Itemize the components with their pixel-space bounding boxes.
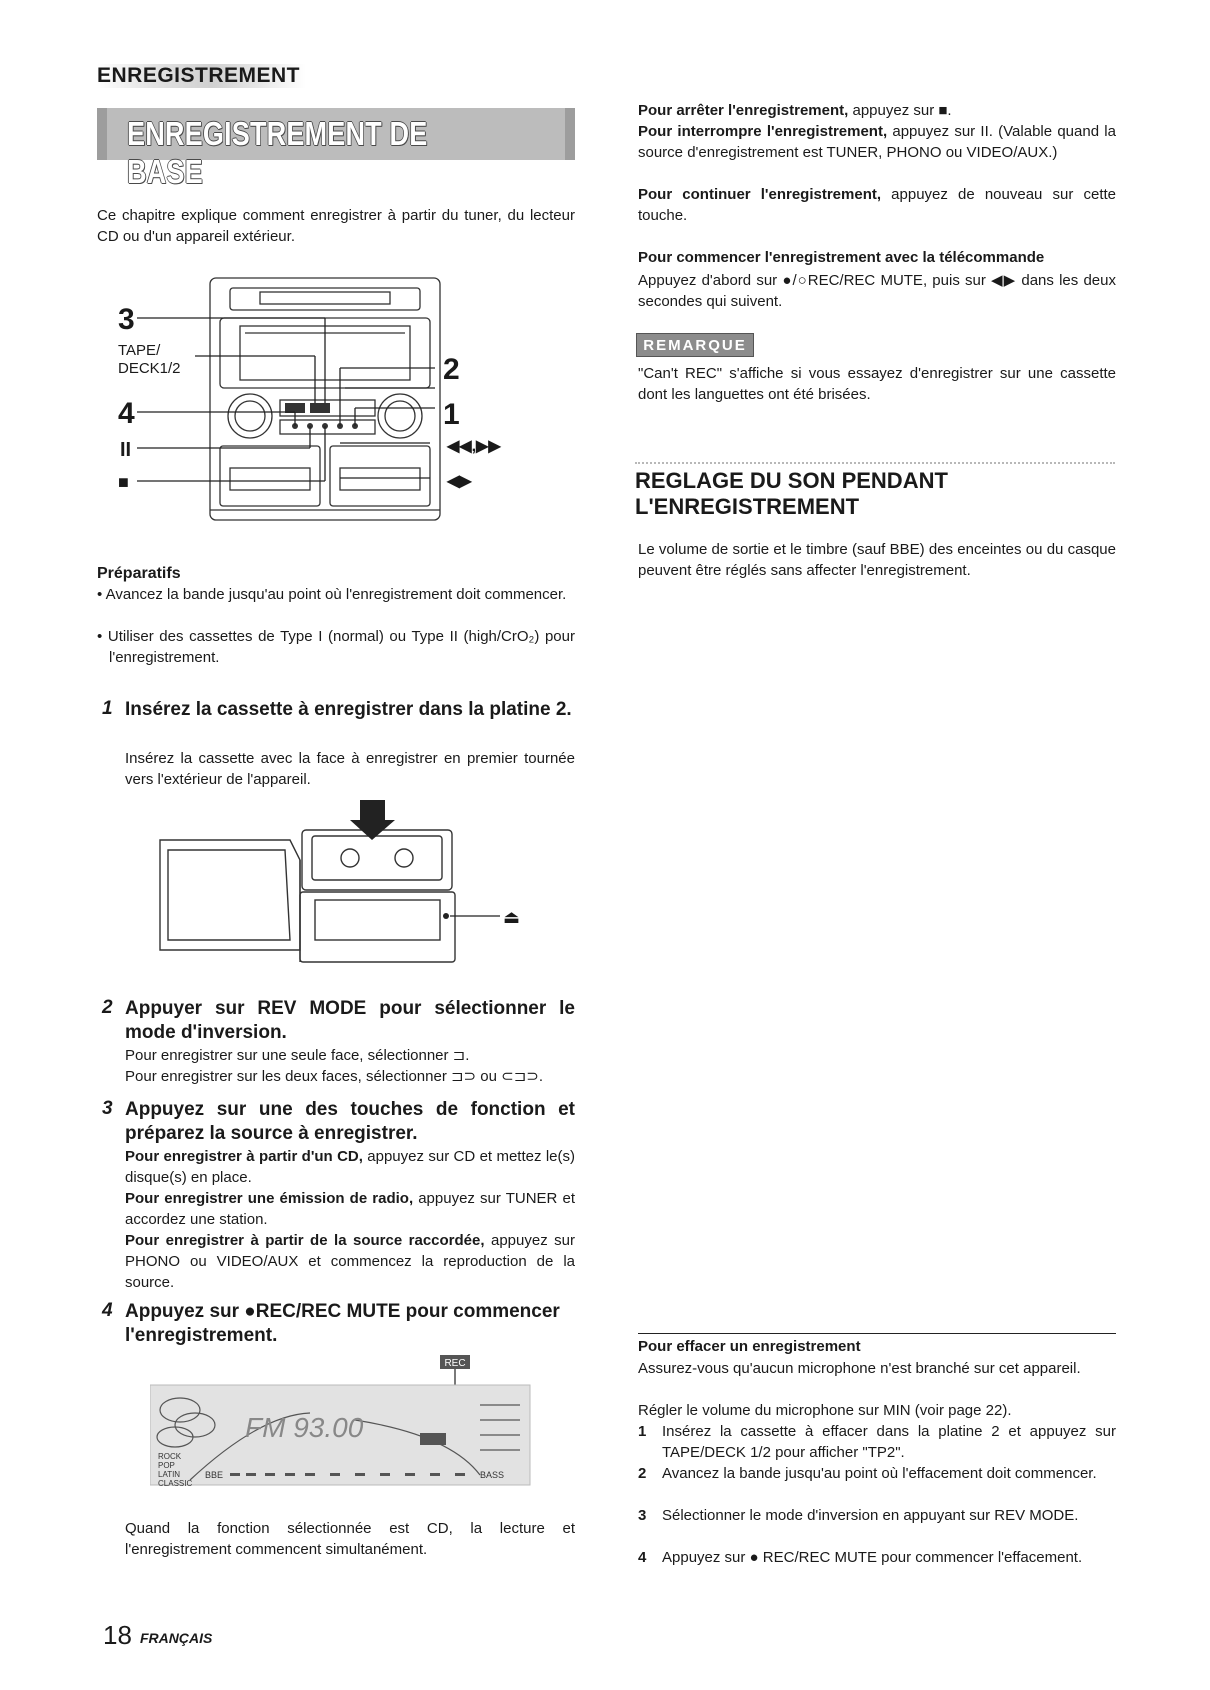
effacer-item-3: 3 Sélectionner le mode d'inversion en appuyant sur REV MODE.: [638, 1507, 1079, 1524]
step-4-title: Appuyez sur ●REC/REC MUTE pour commencer l'enregistrement.: [125, 1301, 560, 1346]
step-3-title: Appuyez sur une des touches de fonction et préparez la source à enregistrer.: [125, 1099, 575, 1144]
reglage-body: Le volume de sortie et le timbre (sauf BBE) des enceintes ou du casque peuvent être réglés sans affecter l'enregistrement.: [638, 541, 1116, 579]
rec-indicator: REC: [444, 1358, 466, 1369]
diagram-label-stop: ■: [118, 472, 129, 492]
display-latin: LATIN: [158, 1470, 181, 1479]
page-language: FRANÇAIS: [140, 1630, 213, 1646]
remote-body: Appuyez d'abord sur ●/○REC/REC MUTE, puis sur ◀▶ dans les deux secondes qui suivent.: [638, 272, 1116, 310]
page-number: 18: [103, 1620, 132, 1650]
preparatifs-item-2: • Utiliser des cassettes de Type I (normal) ou Type II (high/CrO₂) pour l'enregistrement.: [97, 628, 575, 666]
preparatifs-heading: Préparatifs: [97, 565, 181, 582]
step-3-number: 3: [102, 1098, 113, 1119]
step-1-body: Insérez la cassette avec la face à enregistrer en premier tournée vers l'extérieur de l'appareil.: [125, 750, 575, 788]
diagram-label-4: 4: [118, 397, 135, 430]
page-title: ENREGISTREMENT DE BASE: [127, 115, 428, 190]
lcd-display-diagram: [150, 1355, 535, 1490]
step-1-title: Insérez la cassette à enregistrer dans la platine 2.: [125, 699, 572, 720]
display-bbe: BBE: [205, 1470, 224, 1480]
step-1-number: 1: [102, 698, 113, 719]
step-2-line-2: Pour enregistrer sur les deux faces, sélectionner ⊐⊃ ou ⊂⊐⊃.: [125, 1068, 544, 1085]
page-title-banner: [97, 108, 575, 190]
effacer-p1: Assurez-vous qu'aucun microphone n'est branché sur cet appareil.: [638, 1360, 1081, 1377]
stereo-front-diagram: [115, 268, 575, 538]
effacer-item-1: 1 Insérez la cassette à effacer dans la platine 2 et appuyez sur TAPE/DECK 1/2 pour afficher "TP2".: [638, 1423, 1116, 1461]
step-3-radio: Pour enregistrer une émission de radio, appuyez sur TUNER et accordez une station.: [125, 1190, 575, 1228]
stop-instruction: Pour arrêter l'enregistrement, appuyez sur ■.: [638, 102, 952, 119]
remote-heading: Pour commencer l'enregistrement avec la télécommande: [638, 249, 1045, 266]
pause-instruction: Pour interrompre l'enregistrement, appuyez sur II. (Valable quand la source d'enregistrement est TUNER, PHONO ou VIDEO/AUX.): [638, 123, 1116, 161]
step-4-number: 4: [102, 1300, 113, 1321]
continue-instruction: Pour continuer l'enregistrement, appuyez de nouveau sur cette touche.: [638, 186, 1117, 224]
diagram-label-2: 2: [443, 353, 460, 386]
effacer-item-2: 2 Avancez la bande jusqu'au point où l'effacement doit commencer.: [638, 1465, 1097, 1482]
cassette-insert-diagram: [150, 800, 540, 970]
effacer-divider: [638, 1333, 1116, 1334]
diagram-label-tape: TAPE/: [118, 342, 161, 359]
display-classic: CLASSIC: [158, 1479, 193, 1488]
step-3-source: Pour enregistrer à partir de la source raccordée, appuyez sur PHONO ou VIDEO/AUX et commencez la reproduction de la source.: [125, 1232, 575, 1291]
diagram-label-1: 1: [443, 398, 460, 431]
section-tag: ENREGISTREMENT: [97, 64, 306, 88]
diagram-label-pause: II: [120, 439, 132, 461]
cd-note: Quand la fonction sélectionnée est CD, la lecture et l'enregistrement commencent simultanément.: [125, 1520, 575, 1558]
remarque-text: "Can't REC" s'affiche si vous essayez d'enregistrer sur une cassette dont les languettes ont été brisées.: [638, 365, 1116, 403]
diagram-label-deck: DECK1/2: [118, 360, 181, 377]
remarque-badge: REMARQUE: [636, 333, 754, 357]
diagram-label-3: 3: [118, 303, 135, 336]
eject-icon: ⏏: [503, 907, 521, 927]
effacer-heading: Pour effacer un enregistrement: [638, 1338, 861, 1355]
display-rock: ROCK: [158, 1452, 182, 1461]
section-divider: [635, 462, 1115, 464]
effacer-p2: Régler le volume du microphone sur MIN (voir page 22).: [638, 1402, 1012, 1419]
display-pop: POP: [158, 1461, 175, 1470]
display-bass: BASS: [480, 1470, 505, 1480]
diagram-label-rew-ff: ◀◀,▶▶: [447, 438, 501, 455]
diagram-label-dir: ◀▶: [447, 473, 472, 490]
effacer-item-4: 4 Appuyez sur ● REC/REC MUTE pour commencer l'effacement.: [638, 1549, 1083, 1566]
reglage-heading: REGLAGE DU SON PENDANT L'ENREGISTREMENT: [635, 468, 948, 519]
step-2-line-1: Pour enregistrer sur une seule face, sélectionner ⊐.: [125, 1047, 470, 1064]
step-2-number: 2: [102, 997, 113, 1018]
step-3-cd: Pour enregistrer à partir d'un CD, appuyez sur CD et mettez le(s) disque(s) en place.: [125, 1148, 575, 1186]
display-frequency: FM 93.00: [245, 1412, 364, 1443]
intro-paragraph: Ce chapitre explique comment enregistrer à partir du tuner, du lecteur CD ou d'un appareil extérieur.: [97, 207, 575, 245]
preparatifs-item-1: • Avancez la bande jusqu'au point où l'enregistrement doit commencer.: [97, 586, 567, 603]
step-2-title: Appuyer sur REV MODE pour sélectionner le mode d'inversion.: [125, 998, 575, 1043]
